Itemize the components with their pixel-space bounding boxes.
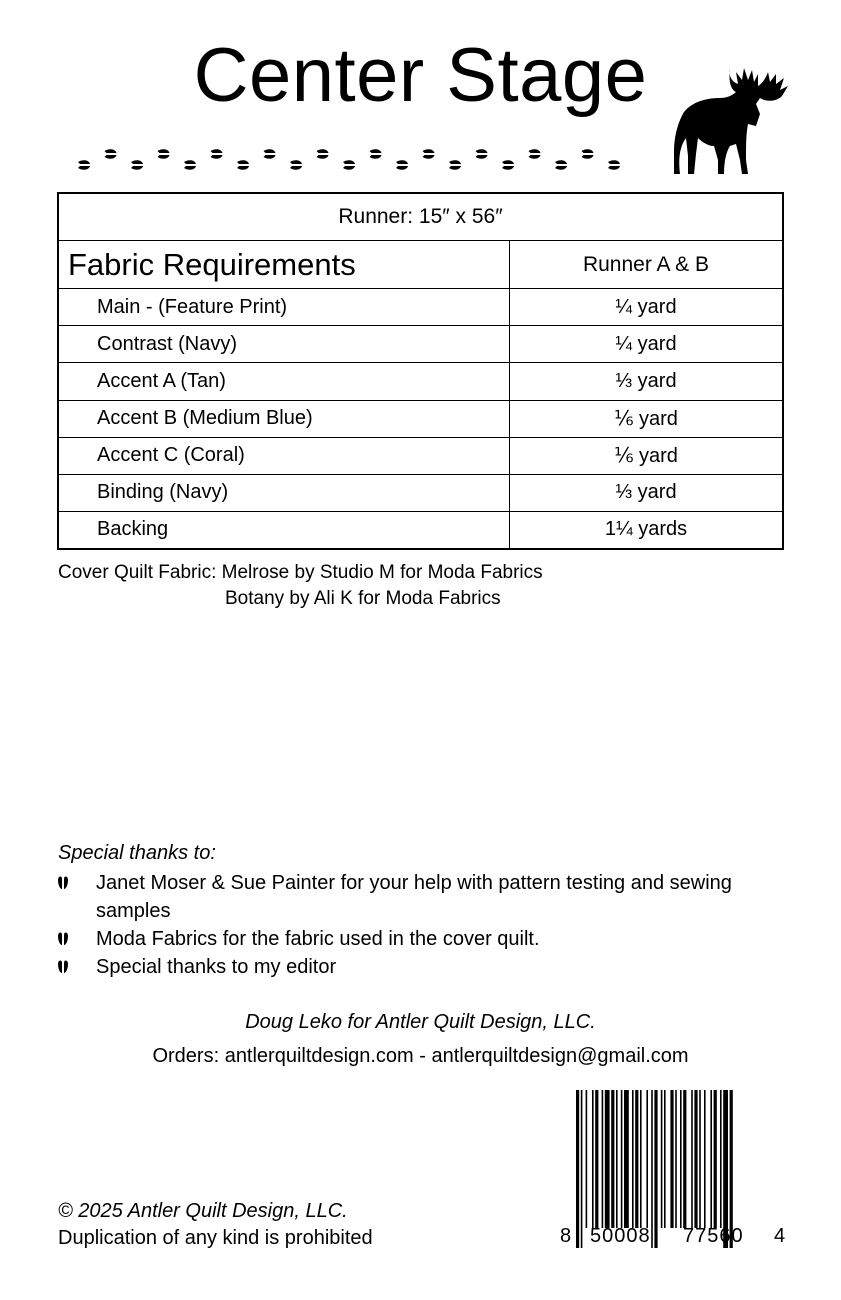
fabric-name: Main - (Feature Print) <box>58 289 510 326</box>
thanks-item-text: Moda Fabrics for the fabric used in the cover quilt. <box>96 928 540 950</box>
barcode-bar <box>576 1090 579 1248</box>
fabric-amount: ⅙ yard <box>510 437 784 474</box>
fabric-name: Accent C (Coral) <box>58 437 510 474</box>
fabric-name: Backing <box>58 511 510 549</box>
copyright-block <box>58 1198 373 1252</box>
barcode-bar <box>675 1090 677 1228</box>
fabric-requirements-table <box>57 192 784 550</box>
hoof-track-icon <box>237 160 249 169</box>
hoof-track-trail <box>72 145 632 175</box>
hoof-track-icon <box>555 160 567 169</box>
barcode-bar <box>710 1090 712 1228</box>
designer-credit: Doug Leko for Antler Quilt Design, LLC. <box>245 1011 596 1033</box>
barcode-bar <box>704 1090 706 1228</box>
fabric-amount: ¼ yard <box>510 289 784 326</box>
hoof-track-icon <box>343 160 355 169</box>
hoof-track-icon <box>131 160 143 169</box>
table-row <box>58 326 783 363</box>
fabric-name: Accent B (Medium Blue) <box>58 400 510 437</box>
hoof-print-icon <box>57 875 69 890</box>
barcode-bar <box>605 1090 610 1228</box>
table-row <box>58 474 783 511</box>
fabric-amount: ⅓ yard <box>510 474 784 511</box>
hoof-track-icon <box>290 160 302 169</box>
hoof-track-icon <box>476 149 488 158</box>
hoof-print-icon <box>57 959 69 974</box>
table-row <box>58 437 783 474</box>
fabric-requirements-header: Fabric Requirements <box>58 241 510 289</box>
barcode-bar <box>616 1090 618 1228</box>
thanks-item-text: Special thanks to my editor <box>96 956 337 978</box>
cover-fabric-note <box>58 560 543 612</box>
barcode-bar <box>683 1090 686 1228</box>
table-row <box>58 511 783 549</box>
runner-dimensions: Runner: 15″ x 56″ <box>58 193 783 241</box>
orders-contact: Orders: antlerquiltdesign.com - antlerquiltdesign@gmail.com <box>152 1045 689 1067</box>
fabric-amount: 1¼ yards <box>510 511 784 549</box>
fabric-name: Accent A (Tan) <box>58 363 510 400</box>
hoof-track-icon <box>502 160 514 169</box>
hoof-track-icon <box>105 149 117 158</box>
cover-fabric-line-1: Cover Quilt Fabric: Melrose by Studio M for Moda Fabrics <box>58 562 543 583</box>
barcode-digits-right: 77560 <box>683 1225 744 1247</box>
barcode-bar <box>720 1090 722 1228</box>
table-row <box>58 400 783 437</box>
hoof-track-icon <box>423 149 435 158</box>
moose-silhouette-icon <box>672 62 794 180</box>
barcode-bar <box>624 1090 629 1228</box>
barcode-bar <box>699 1090 701 1228</box>
hoof-track-icon <box>449 160 461 169</box>
hoof-track-icon <box>370 149 382 158</box>
barcode-bar <box>651 1090 653 1248</box>
runner-column-header: Runner A & B <box>510 241 784 289</box>
barcode-bar <box>714 1090 717 1228</box>
hoof-print-icon <box>57 931 69 946</box>
fabric-amount: ⅓ yard <box>510 363 784 400</box>
table-row <box>58 289 783 326</box>
barcode-bar <box>595 1090 598 1228</box>
hoof-track-icon <box>78 160 90 169</box>
barcode-digit-check: 4 <box>774 1225 787 1247</box>
barcode-bar <box>654 1090 657 1248</box>
duplication-notice: Duplication of any kind is prohibited <box>58 1227 373 1249</box>
hoof-track-icon <box>396 160 408 169</box>
hoof-track-icon <box>264 149 276 158</box>
page-title: Center Stage <box>193 33 648 118</box>
barcode-bar <box>635 1090 638 1228</box>
barcode-digit-lead: 8 <box>560 1225 573 1247</box>
fabric-amount: ¼ yard <box>510 326 784 363</box>
barcode-bar <box>680 1090 682 1228</box>
fabric-name: Contrast (Navy) <box>58 326 510 363</box>
hoof-track-icon <box>582 149 594 158</box>
barcode-bar <box>586 1090 588 1228</box>
barcode-bar <box>621 1090 623 1228</box>
hoof-track-icon <box>211 149 223 158</box>
hoof-track-icon <box>158 149 170 158</box>
hoof-track-icon <box>608 160 620 169</box>
fabric-amount: ⅙ yard <box>510 400 784 437</box>
barcode-bar <box>640 1090 642 1228</box>
thanks-item-text: Janet Moser & Sue Painter for your help with pattern testing and sewing samples <box>96 872 732 922</box>
barcode-bar <box>646 1090 648 1228</box>
barcode-bar <box>592 1090 594 1228</box>
copyright-line: © 2025 Antler Quilt Design, LLC. <box>58 1200 348 1222</box>
barcode-bar <box>602 1090 604 1228</box>
barcode-bar <box>691 1090 693 1228</box>
table-row <box>58 363 783 400</box>
barcode-bar <box>581 1090 583 1248</box>
fabric-name: Binding (Navy) <box>58 474 510 511</box>
list-item <box>55 869 755 925</box>
list-item <box>55 925 755 953</box>
barcode-bar <box>661 1090 663 1228</box>
barcode-bar <box>632 1090 634 1228</box>
barcode-bar <box>611 1090 614 1228</box>
hoof-track-icon <box>529 149 541 158</box>
barcode-bar <box>694 1090 697 1228</box>
list-item <box>55 953 755 981</box>
barcode-digits-left: 50008 <box>590 1225 651 1247</box>
cover-fabric-line-2: Botany by Ali K for Moda Fabrics <box>225 588 501 609</box>
thanks-heading: Special thanks to: <box>58 842 216 864</box>
thanks-list <box>55 869 755 981</box>
hoof-track-icon <box>184 160 196 169</box>
hoof-track-icon <box>317 149 329 158</box>
barcode-bar <box>670 1090 673 1228</box>
barcode-bar <box>664 1090 666 1228</box>
